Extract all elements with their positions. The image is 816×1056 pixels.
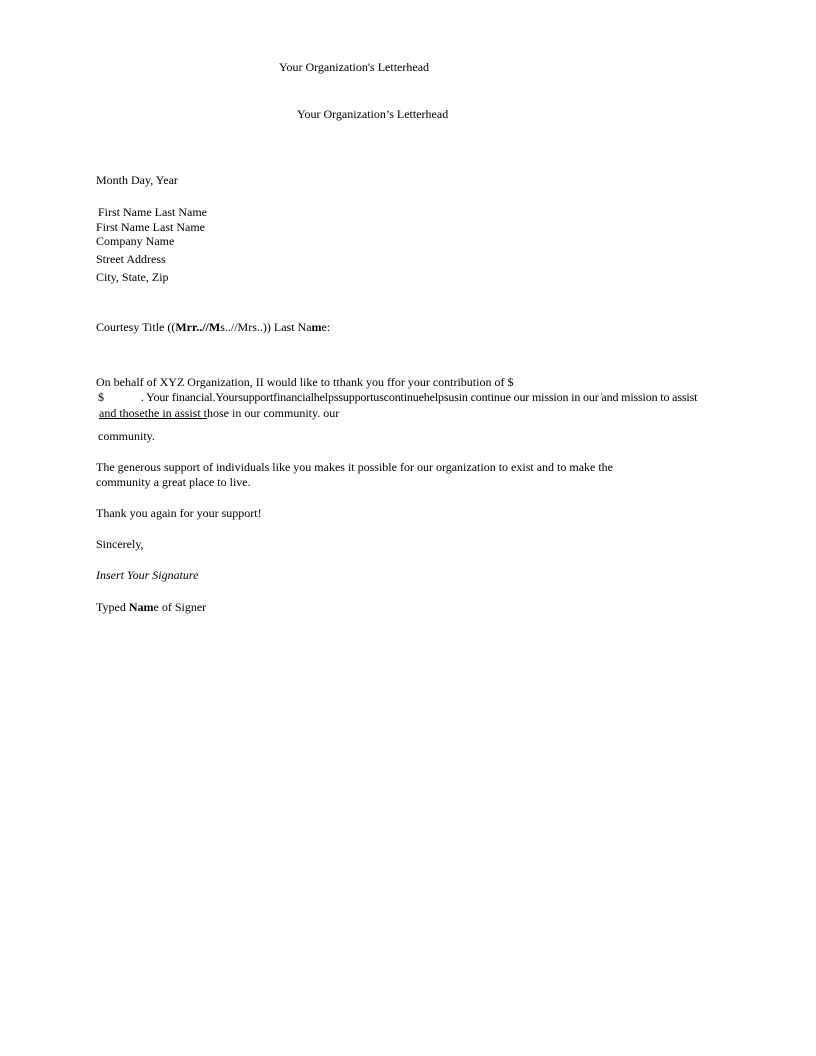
typed-bold: Nam xyxy=(128,600,154,614)
salutation xyxy=(96,320,330,334)
salutation-ms-rest: s..//Mrs..)) Last Na xyxy=(220,320,312,334)
valediction: Sincerely, xyxy=(96,537,144,551)
body-para-1-line-2: $ . Your financial.Yoursupportfinancialhelpssupportuscontinuehelpsusin continue our mission in our ̇and mission to assist xyxy=(98,390,698,404)
recipient-name-2: First Name Last Name xyxy=(96,220,205,234)
body-para-2-line-2: community a great place to live. xyxy=(96,475,251,489)
salutation-prefix: Courtesy Title (( xyxy=(96,320,176,334)
typed-prefix: Typed xyxy=(96,600,129,614)
salutation-ms: M xyxy=(208,320,221,334)
typed-suffix: e of Signer xyxy=(153,600,207,614)
recipient-city-state-zip: City, State, Zip xyxy=(96,270,169,284)
salutation-suffix: e: xyxy=(321,320,331,334)
recipient-name-1: First Name Last Name xyxy=(98,205,207,219)
salutation-bold-m: m xyxy=(311,320,322,334)
letterhead-line-2: Your Organization’s Letterhead xyxy=(297,107,449,121)
body-para-1-line-3-rest: hose in our community. our xyxy=(207,406,340,420)
struck-text: and thosethe in assist t xyxy=(99,406,207,420)
signature-placeholder: Insert Your Signature xyxy=(96,568,199,582)
letterhead-line-1: Your Organization's Letterhead xyxy=(279,60,430,74)
recipient-street: Street Address xyxy=(96,252,166,266)
recipient-company: Company Name xyxy=(96,234,175,248)
body-para-2-line-1: The generous support of individuals like you makes it possible for our organization to exist and to make the xyxy=(96,460,614,474)
salutation-mr: Mrr..// xyxy=(175,320,209,334)
body-para-1-line-1: On behalf of XYZ Organization, II would like to tthank you ffor your contribution of $ xyxy=(96,375,514,389)
body-para-1-line-4: community. xyxy=(98,429,155,443)
letter-date: Month Day, Year xyxy=(96,173,178,187)
body-para-3: Thank you again for your support! xyxy=(96,506,262,520)
typed-name-of-signer xyxy=(96,600,206,614)
body-para-1-line-3 xyxy=(99,406,339,420)
